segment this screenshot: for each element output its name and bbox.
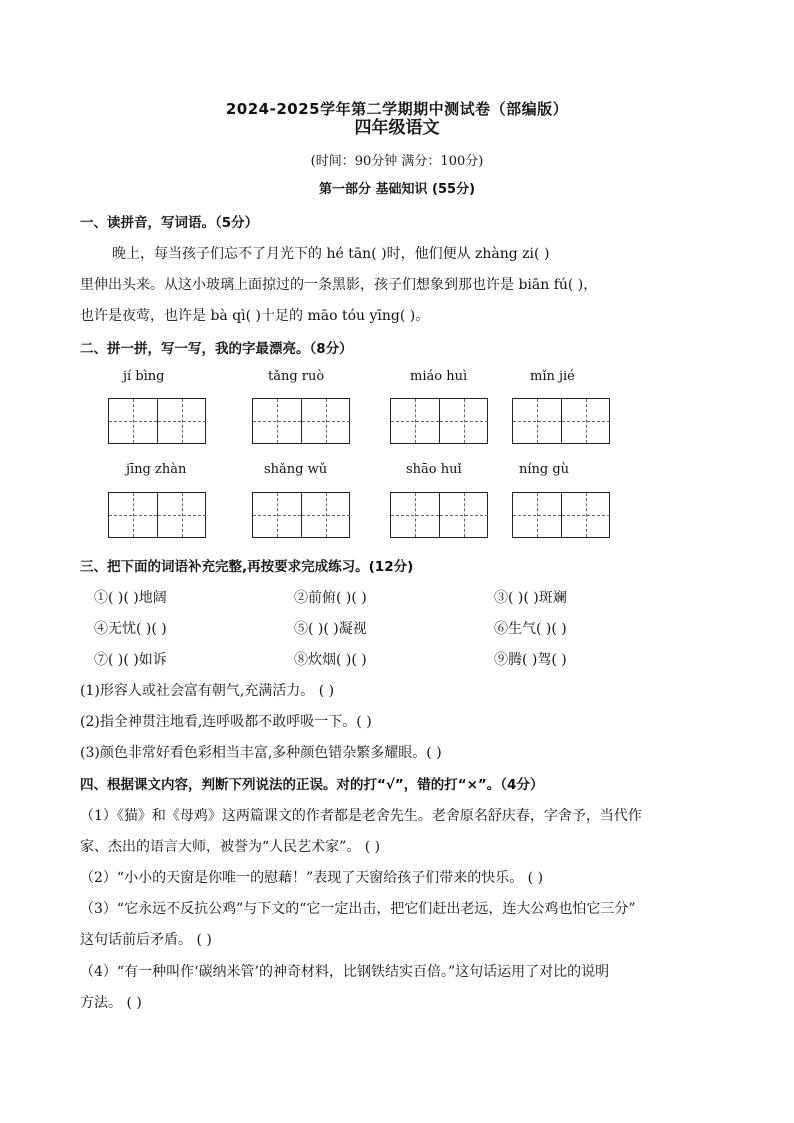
pinyin-label: shāo huǐ	[406, 462, 462, 477]
part-heading: 第一部分 基础知识 (55分)	[318, 182, 476, 197]
writing-grid[interactable]	[252, 398, 350, 444]
pinyin-label: tǎng ruò	[268, 369, 325, 384]
idiom-item: ④无忧( )( )	[94, 621, 167, 637]
question-line: (1)形容人或社会富有朝气,充满活力。 ( )	[80, 683, 335, 699]
page-subtitle: 四年级语文	[354, 118, 440, 138]
writing-grid[interactable]	[108, 492, 206, 538]
pinyin-label: jīng zhàn	[126, 462, 187, 477]
judgment-line: （4）“有一种叫作‘碳纳米管’的神奇材料，比钢铁结实百倍。”这句话运用了对比的说明	[80, 964, 610, 980]
question-line: (3)颜色非常好看色彩相当丰富,多种颜色错杂繁多耀眼。( )	[80, 745, 442, 761]
idiom-item: ⑥生气( )( )	[494, 621, 567, 637]
writing-grid[interactable]	[390, 492, 488, 538]
idiom-item: ①( )( )地阔	[94, 590, 167, 606]
writing-grid[interactable]	[390, 398, 488, 444]
pinyin-label: miáo huì	[410, 369, 468, 384]
writing-grid[interactable]	[252, 492, 350, 538]
judgment-line: 这句话前后矛盾。 ( )	[80, 932, 212, 948]
time-info: (时间：90分钟 满分：100分)	[310, 154, 484, 169]
pinyin-label: mǐn jié	[530, 369, 575, 384]
idiom-item: ③( )( )斑斓	[494, 590, 567, 606]
section1-line-3: 也许是夜莺，也许是 bà qì( )十足的 māo tóu yīng( )。	[80, 308, 430, 324]
section1-line-1: 晚上，每当孩子们忘不了月光下的 hé tān( )时，他们便从 zhàng zi( )	[112, 246, 550, 262]
writing-grid[interactable]	[512, 398, 610, 444]
pinyin-label: jí bìng	[123, 369, 165, 384]
pinyin-label: níng gù	[519, 462, 570, 477]
writing-grid[interactable]	[512, 492, 610, 538]
judgment-line: 方法。 ( )	[80, 995, 142, 1011]
judgment-line: （3）“它永远不反抗公鸡”与下文的“它一定出击，把它们赶出老远，连大公鸡也怕它三分”	[80, 901, 636, 917]
section1-line-2: 里伸出头来。从这小玻璃上面掠过的一条黑影，孩子们想象到那也许是 biān fú( )，	[80, 277, 598, 293]
judgment-line: （1）《猫》和《母鸡》这两篇课文的作者都是老舍先生。老舍原名舒庆春，字舍予，当代作	[80, 808, 642, 824]
section4-heading: 四、根据课文内容，判断下列说法的正误。对的打“√”，错的打“×”。（4分）	[80, 777, 544, 793]
idiom-item: ⑦( )( )如诉	[94, 652, 167, 668]
idiom-item: ⑨腾( )驾( )	[494, 652, 567, 668]
question-line: (2)指全神贯注地看,连呼吸都不敢呼吸一下。( )	[80, 714, 372, 730]
judgment-line: 家、杰出的语言大师，被誉为“人民艺术家”。 ( )	[80, 839, 381, 855]
section3-heading: 三、把下面的词语补充完整,再按要求完成练习。(12分)	[80, 559, 414, 575]
pinyin-label: shǎng wǔ	[264, 462, 328, 477]
section1-heading: 一、读拼音，写词语。（5分）	[80, 215, 259, 231]
idiom-item: ⑧炊烟( )( )	[294, 652, 367, 668]
judgment-line: （2）“小小的天窗是你唯一的慰藉！”表现了天窗给孩子们带来的快乐。 ( )	[80, 870, 544, 886]
idiom-item: ②前俯( )( )	[294, 590, 367, 606]
section2-heading: 二、拼一拼，写一写，我的字最漂亮。（8分）	[80, 341, 353, 357]
idiom-item: ⑤( )( )凝视	[294, 621, 367, 637]
page-title: 2024-2025学年第二学期期中测试卷（部编版）	[225, 100, 569, 118]
writing-grid[interactable]	[108, 398, 206, 444]
